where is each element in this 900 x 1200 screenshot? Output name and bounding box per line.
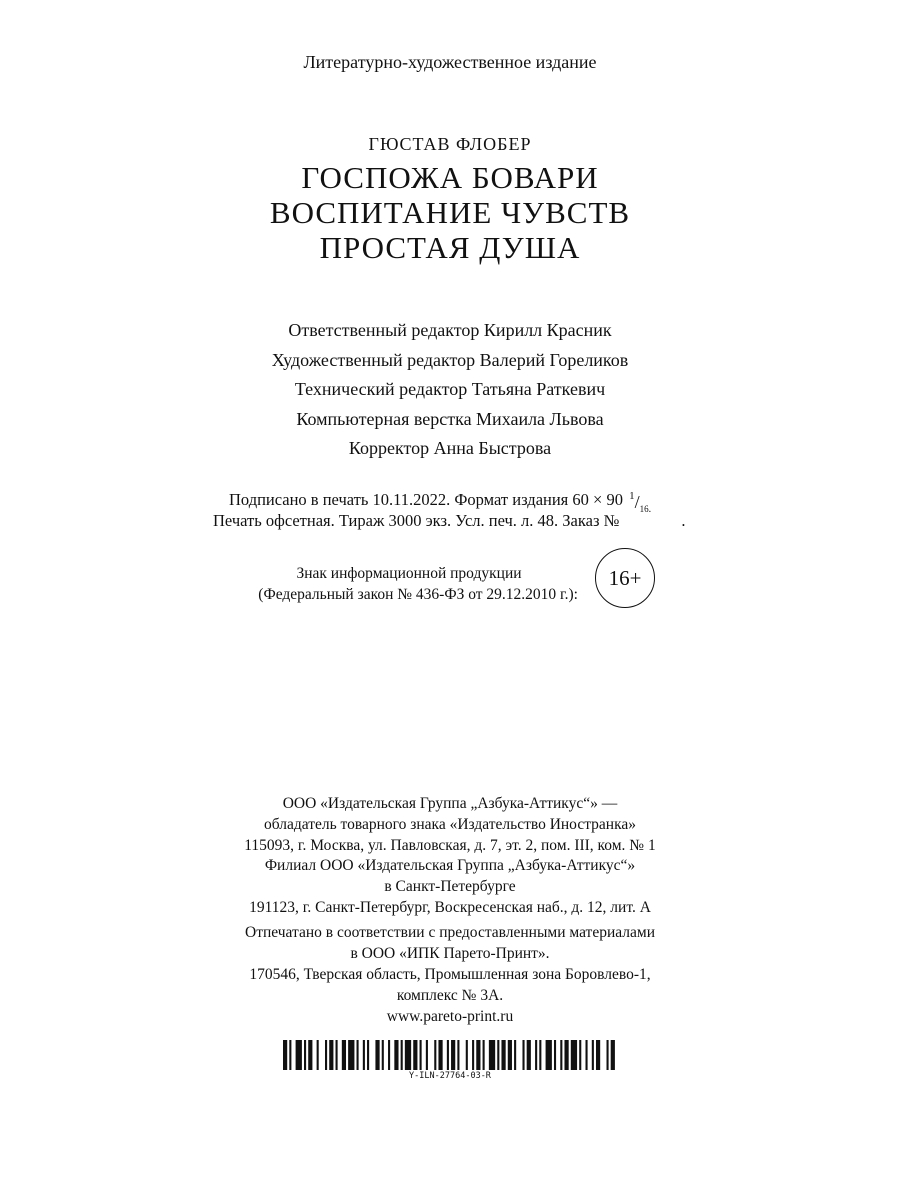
barcode-bar xyxy=(489,1040,495,1070)
printing-line-2-text: Печать офсетная. Тираж 3000 экз. Усл. печ. л. 48. Заказ № xyxy=(213,511,620,530)
barcode-bar xyxy=(596,1040,600,1070)
series-label: Литературно-художественное издание xyxy=(303,52,597,72)
format-fraction xyxy=(627,490,649,514)
printer-website: www.pareto-print.ru xyxy=(386,1008,514,1025)
printer-line: комплекс № 3А. xyxy=(396,987,504,1004)
printer-line: в ООО «ИПК Парето-Принт». xyxy=(350,945,550,962)
barcode-label: Y-ILN-27764-03-R xyxy=(409,1071,491,1081)
barcode-bar xyxy=(585,1040,587,1070)
format-slash: / xyxy=(634,492,640,512)
barcode-bar xyxy=(336,1040,338,1070)
barcode-bar xyxy=(611,1040,615,1070)
barcode-bar xyxy=(283,1040,287,1070)
printer-line: 170546, Тверская область, Промышленная зона Боровлево-1, xyxy=(249,966,651,983)
barcode-bar xyxy=(483,1040,485,1070)
printing-line-2-end: . xyxy=(681,511,686,530)
barcode-bar xyxy=(329,1040,333,1070)
barcode-bar xyxy=(367,1040,369,1070)
barcode-bar xyxy=(539,1040,541,1070)
barcode-bar xyxy=(560,1040,562,1070)
publisher-block xyxy=(0,793,900,856)
credit-line: Технический редактор Татьяна Раткевич xyxy=(294,379,606,399)
info-label-text xyxy=(200,563,578,605)
barcode-bar xyxy=(472,1040,474,1070)
barcode-bar xyxy=(554,1040,556,1070)
barcode-bar xyxy=(501,1040,505,1070)
barcode-bar xyxy=(527,1040,531,1070)
barcode-bar xyxy=(522,1040,524,1070)
barcode-bar xyxy=(348,1040,354,1070)
barcode-bar xyxy=(405,1040,411,1070)
book-title: ГОСПОЖА БОВАРИ xyxy=(301,160,599,195)
info-label-line: (Федеральный закон № 436-ФЗ от 29.12.2010 г.): xyxy=(258,586,578,603)
credits-list xyxy=(0,316,900,464)
barcode-bar xyxy=(289,1040,291,1070)
barcode-bar xyxy=(447,1040,449,1070)
barcode-bar xyxy=(438,1040,442,1070)
barcode-bar xyxy=(451,1040,455,1070)
barcode-bar xyxy=(434,1040,436,1070)
barcode-bar xyxy=(476,1040,480,1070)
branch-block xyxy=(0,855,900,918)
credit-line: Корректор Анна Быстрова xyxy=(348,438,552,458)
printer-block xyxy=(0,922,900,1027)
barcode-bar xyxy=(592,1040,594,1070)
book-title: ВОСПИТАНИЕ ЧУВСТВ xyxy=(269,195,631,230)
barcode-bar xyxy=(317,1040,319,1070)
barcode-bar xyxy=(457,1040,459,1070)
barcode-bar xyxy=(607,1040,609,1070)
publisher-line: ООО «Издательская Группа „Азбука-Аттикус“» — xyxy=(282,795,618,812)
barcode-bar xyxy=(401,1040,403,1070)
barcode-bar xyxy=(466,1040,468,1070)
barcode-bar xyxy=(535,1040,537,1070)
author-name: ГЮСТАВ ФЛОБЕР xyxy=(368,134,532,154)
printing-line-1-end: . xyxy=(648,504,652,515)
barcode-bar xyxy=(342,1040,346,1070)
barcode xyxy=(283,1040,617,1070)
barcode-bar xyxy=(546,1040,552,1070)
barcode-bar xyxy=(363,1040,365,1070)
credit-line: Ответственный редактор Кирилл Красник xyxy=(288,320,612,340)
credit-line: Компьютерная верстка Михаила Львова xyxy=(296,408,604,429)
barcode-bar xyxy=(308,1040,312,1070)
credit-line: Художественный редактор Валерий Гореликов xyxy=(271,349,629,370)
printing-line-1-text: Подписано в печать 10.11.2022. Формат издания 60 × 90 xyxy=(229,490,623,509)
publisher-line: 115093, г. Москва, ул. Павловская, д. 7, эт. 2, пом. III, ком. № 1 xyxy=(244,837,656,854)
barcode-bar xyxy=(571,1040,577,1070)
age-rating-badge: 16+ xyxy=(595,548,655,608)
barcode-bar xyxy=(394,1040,398,1070)
barcode-bar xyxy=(579,1040,581,1070)
barcode-bar xyxy=(420,1040,422,1070)
publisher-line: обладатель товарного знака «Издательство Иностранка» xyxy=(263,816,637,833)
barcode-bar xyxy=(426,1040,428,1070)
branch-line: Филиал ООО «Издательская Группа „Азбука-Аттикус“» xyxy=(264,857,636,874)
barcode-bar xyxy=(304,1040,306,1070)
branch-line: 191123, г. Санкт-Петербург, Воскресенская наб., д. 12, лит. А xyxy=(249,899,651,916)
book-titles xyxy=(0,160,900,265)
barcode-bar xyxy=(508,1040,512,1070)
barcode-bar xyxy=(296,1040,302,1070)
barcode-bar xyxy=(388,1040,390,1070)
barcode-bar xyxy=(514,1040,516,1070)
barcode-bar xyxy=(413,1040,417,1070)
barcode-bar xyxy=(564,1040,568,1070)
barcode-bar xyxy=(357,1040,359,1070)
barcode-bar xyxy=(382,1040,384,1070)
format-numerator: 1 xyxy=(629,490,635,502)
branch-line: в Санкт-Петербурге xyxy=(384,878,516,895)
barcode-bar xyxy=(375,1040,379,1070)
barcode-bar xyxy=(325,1040,327,1070)
barcode-bar xyxy=(497,1040,499,1070)
printer-line: Отпечатано в соответствии с предоставленными материалами xyxy=(245,924,655,941)
book-title: ПРОСТАЯ ДУША xyxy=(319,230,581,265)
printing-line-2 xyxy=(213,511,685,531)
format-denominator: 16 xyxy=(639,504,649,514)
info-label-line: Знак информационной продукции xyxy=(296,565,522,582)
